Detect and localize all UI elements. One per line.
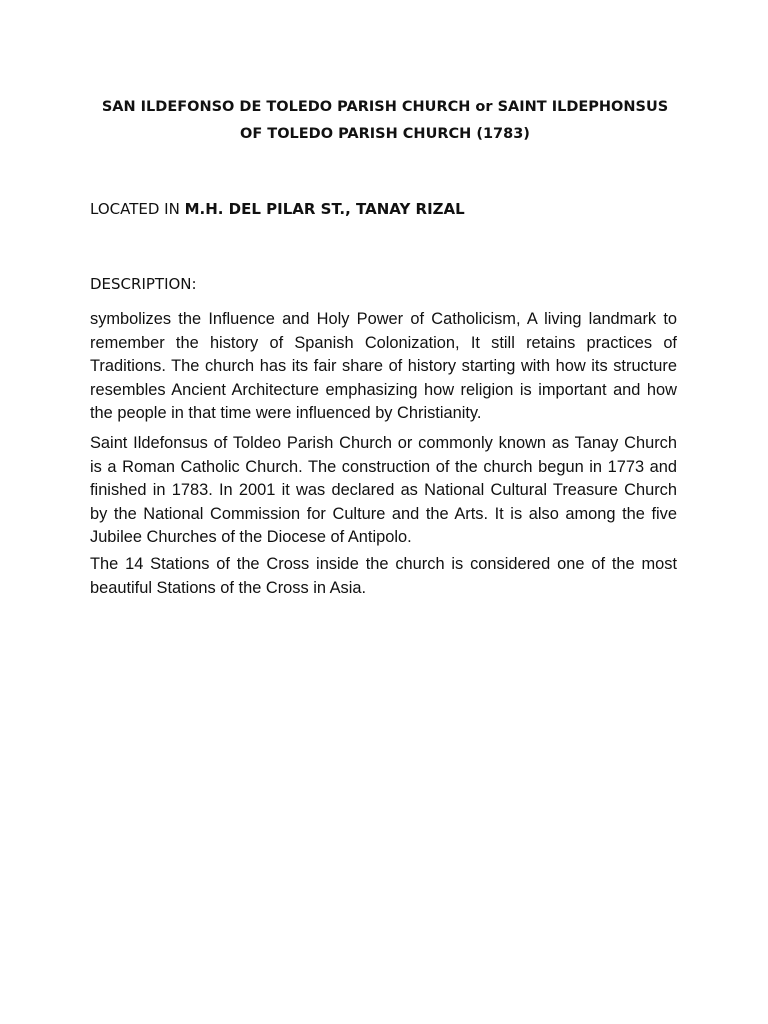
document-title xyxy=(90,94,680,148)
description-paragraph-1: symbolizes the Influence and Holy Power of Catholicism, A living landmark to remember the history of Spanish Colonization, It still retains practices of Traditions. The church has its fair share of history starting with how its structure resembles Ancient Architecture emphasizing how religion is important and how the people in that time were influenced by Christianity. xyxy=(90,310,677,423)
title-line-1: SAN ILDEFONSO DE TOLEDO PARISH CHURCH or SAINT ILDEPHONSUS xyxy=(101,99,669,115)
title-line-2: OF TOLEDO PARISH CHURCH (1783) xyxy=(240,126,530,142)
location-label: LOCATED IN xyxy=(90,200,185,218)
description-heading: DESCRIPTION: xyxy=(90,275,197,293)
description-paragraph-3: The 14 Stations of the Cross inside the church is considered one of the most beautiful Stations of the Cross in Asia. xyxy=(90,555,677,597)
description-paragraph-2: Saint Ildefonsus of Toldeo Parish Church or commonly known as Tanay Church is a Roman Catholic Church. The construction of the church begun in 1773 and finished in 1783. In 2001 it was declared as National Cultural Treasure Church by the National Commission for Culture and the Arts. It is also among the five Jubilee Churches of the Diocese of Antipolo. xyxy=(90,434,677,547)
location-line xyxy=(90,198,465,220)
location-value: M.H. DEL PILAR ST., TANAY RIZAL xyxy=(184,200,465,218)
